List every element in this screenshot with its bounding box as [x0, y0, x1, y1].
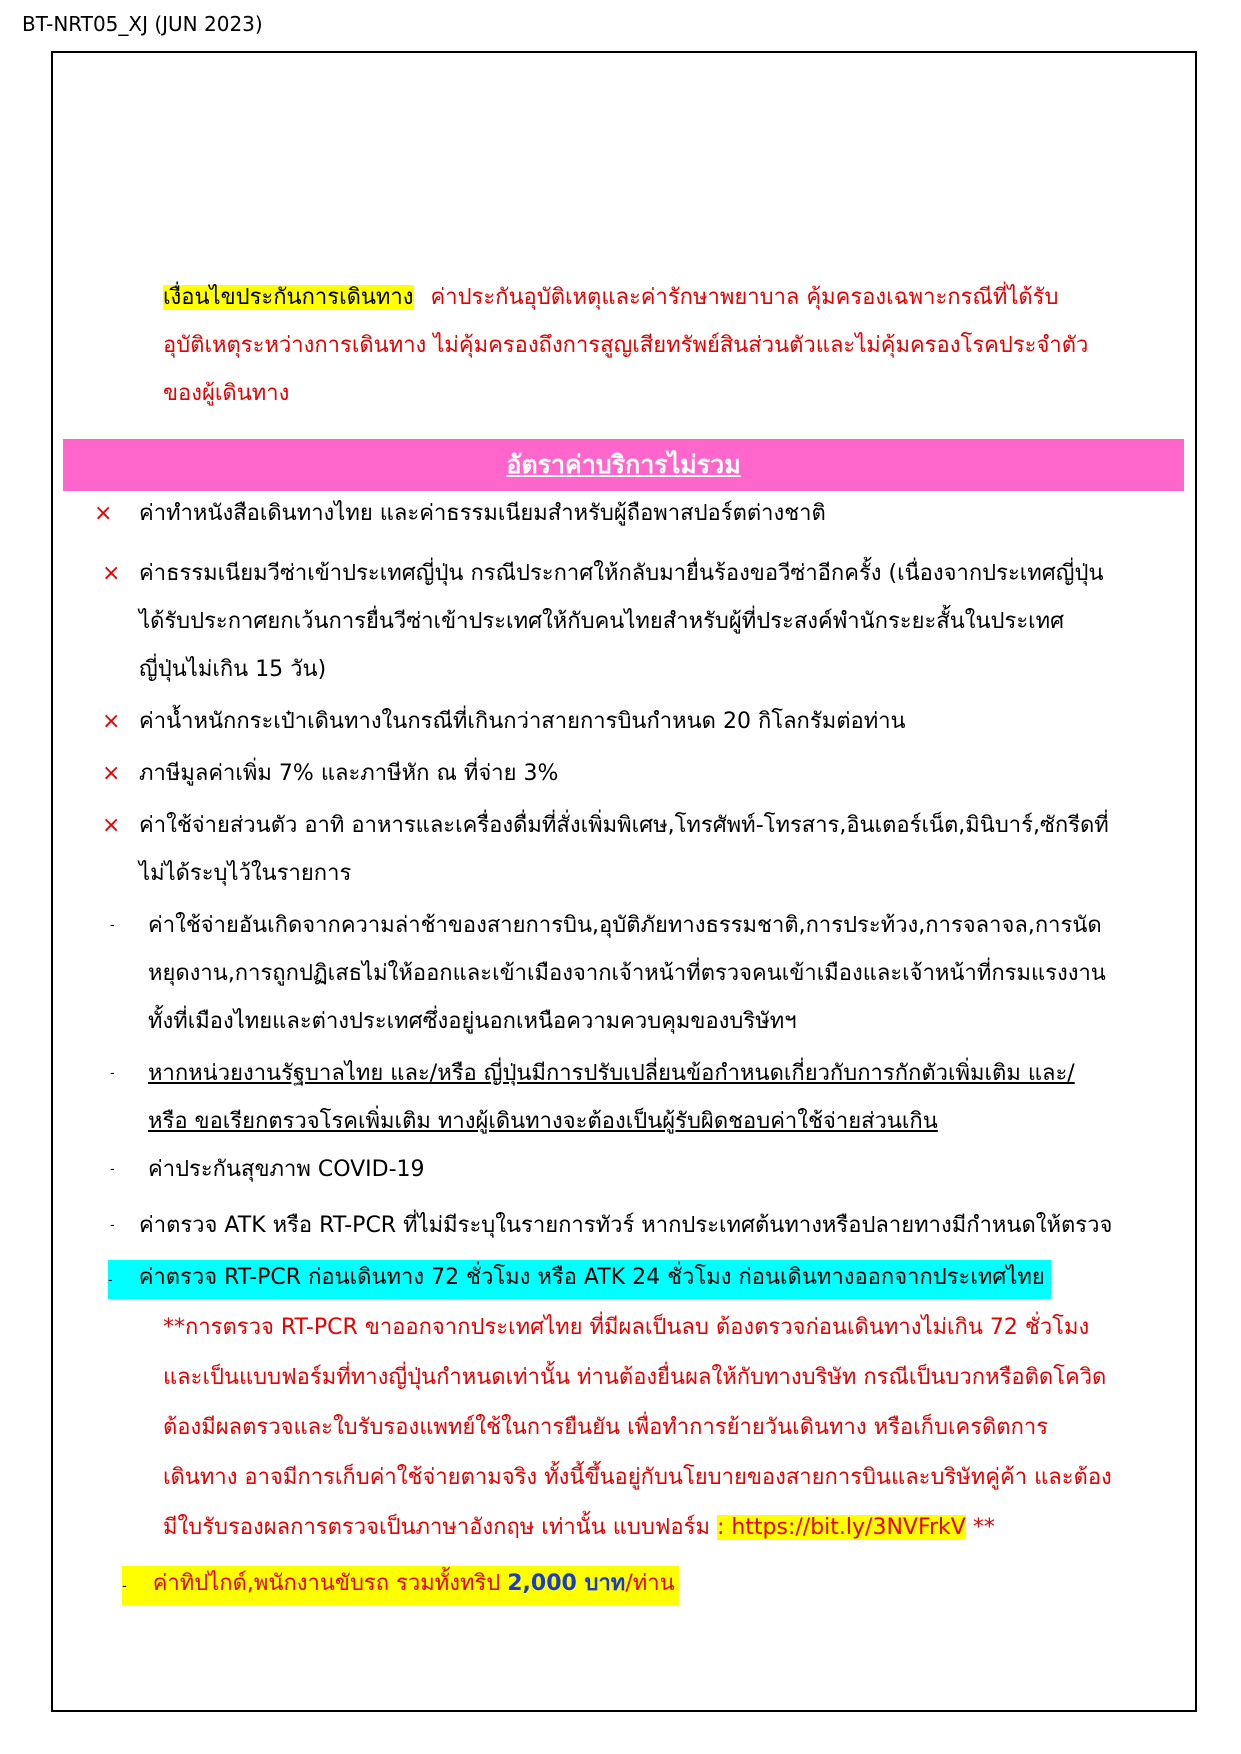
dash-bullet: -: [110, 918, 115, 933]
item-rtpcr-row: [108, 1260, 1051, 1299]
note-line-5-end: **: [965, 1515, 995, 1540]
item-delay-line-3: ทั้งที่เมืองไทยและต่างประเทศซึ่งอยู่นอกเหนือความควบคุมของบริษัทฯ: [148, 1009, 797, 1034]
document-code: BT-NRT05_XJ (JUN 2023): [22, 12, 263, 36]
condition-line-2: อุบัติเหตุระหว่างการเดินทาง ไม่คุ้มครองถึงการสูญเสียทรัพย์สินส่วนตัวและไม่คุ้มครองโรคประจำตัว: [163, 333, 1089, 358]
dash-bullet: -: [122, 1579, 127, 1594]
condition-label: เงื่อนไขประกันการเดินทาง: [163, 285, 414, 310]
x-mark-icon: ×: [94, 501, 113, 526]
note-line-5: [163, 1510, 995, 1546]
note-line-1: **การตรวจ RT-PCR ขาออกจากประเทศไทย ที่มีผลเป็นลบ ต้องตรวจก่อนเดินทางไม่เกิน 72 ชั่วโมง: [163, 1315, 1090, 1340]
x-mark-icon: ×: [102, 761, 121, 786]
dash-bullet: -: [110, 1162, 115, 1177]
condition-line-1: [163, 280, 1058, 316]
dash-bullet: -: [110, 1218, 115, 1233]
x-mark-icon: ×: [102, 561, 121, 586]
tip-row: [122, 1566, 679, 1605]
note-line-4: เดินทาง อาจมีการเก็บค่าใช้จ่ายตามจริง ทั้งนี้ขึ้นอยู่กับนโยบายของสายการบินและบริษัทคู่ค้า และต้อง: [163, 1465, 1112, 1490]
item-visa-line-2: ได้รับประกาศยกเว้นการยื่นวีซ่าเข้าประเทศให้กับคนไทยสำหรับผู้ที่ประสงค์พำนักระยะสั้นในประเทศ: [139, 609, 1065, 634]
form-link[interactable]: : https://bit.ly/3NVFrkV: [716, 1515, 966, 1540]
x-mark-icon: ×: [102, 813, 121, 838]
item-quarantine-line-1: หากหน่วยงานรัฐบาลไทย และ/หรือ ญี่ปุ่นมีการปรับเปลี่ยนข้อกำหนดเกี่ยวกับการกักตัวเพิ่มเติม และ/: [148, 1061, 1075, 1086]
item-covid-insurance: ค่าประกันสุขภาพ COVID-19: [148, 1157, 425, 1182]
item-personal-line-1: ค่าใช้จ่ายส่วนตัว อาทิ อาหารและเครื่องดื่มที่สั่งเพิ่มพิเศษ,โทรศัพท์-โทรสาร,อินเตอร์เน็ต,มินิบาร์,ซักรีดที่: [139, 813, 1109, 838]
item-delay-line-1: ค่าใช้จ่ายอันเกิดจากความล่าช้าของสายการบิน,อุบัติภัยทางธรรมชาติ,การประท้วง,การจลาจล,การนัด: [148, 913, 1102, 938]
tip-per-person: /ท่าน: [625, 1571, 675, 1596]
item-visa-line-1: ค่าธรรมเนียมวีซ่าเข้าประเทศญี่ปุ่น กรณีประกาศให้กลับมายื่นร้องขอวีซ่าอีกครั้ง (เนื่องจากประเทศญี่ปุ่น: [139, 561, 1104, 586]
item-atk-test: ค่าตรวจ ATK หรือ RT-PCR ที่ไม่มีระบุในรายการทัวร์ หากประเทศต้นทางหรือปลายทางมีกำหนดให้ตรวจ: [139, 1213, 1113, 1238]
item-tax: ภาษีมูลค่าเพิ่ม 7% และภาษีหัก ณ ที่จ่าย 3%: [139, 761, 559, 786]
item-baggage: ค่าน้ำหนักกระเป๋าเดินทางในกรณีที่เกินกว่าสายการบินกำหนด 20 กิโลกรัมต่อท่าน: [139, 709, 906, 734]
item-personal-line-2: ไม่ได้ระบุไว้ในรายการ: [139, 861, 352, 886]
condition-line-3: ของผู้เดินทาง: [163, 381, 290, 406]
item-rtpcr-test: ค่าตรวจ RT-PCR ก่อนเดินทาง 72 ชั่วโมง หรือ ATK 24 ชั่วโมง ก่อนเดินทางออกจากประเทศไทย: [138, 1265, 1045, 1290]
item-visa-line-3: ญี่ปุ่นไม่เกิน 15 วัน): [139, 657, 327, 682]
note-line-2: และเป็นแบบฟอร์มที่ทางญี่ปุ่นกำหนดเท่านั้น ท่านต้องยื่นผลให้กับทางบริษัท กรณีเป็นบวกหรือติดโควิด: [163, 1365, 1107, 1390]
banner-title: อัตราค่าบริการไม่รวม: [506, 450, 741, 479]
dash-bullet: -: [108, 1273, 113, 1288]
x-mark-icon: ×: [102, 709, 121, 734]
item-passport: ค่าทำหนังสือเดินทางไทย และค่าธรรมเนียมสำหรับผู้ถือพาสปอร์ตต่างชาติ: [139, 501, 826, 526]
item-quarantine-line-2: หรือ ขอเรียกตรวจโรคเพิ่มเติม ทางผู้เดินทางจะต้องเป็นผู้รับผิดชอบค่าใช้จ่ายส่วนเกิน: [148, 1109, 938, 1134]
dash-bullet: -: [110, 1066, 115, 1081]
excluded-services-banner: [63, 439, 1184, 491]
item-delay-line-2: หยุดงาน,การถูกปฏิเสธไม่ให้ออกและเข้าเมืองจากเจ้าหน้าที่ตรวจคนเข้าเมืองและเจ้าหน้าที่กรมแรงงาน: [148, 961, 1106, 986]
condition-text-1: ค่าประกันอุบัติเหตุและค่ารักษาพยาบาล คุ้มครองเฉพาะกรณีที่ได้รับ: [430, 285, 1059, 310]
tip-text: ค่าทิปไกด์,พนักงานขับรถ รวมทั้งทริป: [152, 1571, 508, 1596]
note-line-5-text: มีใบรับรองผลการตรวจเป็นภาษาอังกฤษ เท่านั้น แบบฟอร์ม: [163, 1515, 717, 1540]
note-line-3: ต้องมีผลตรวจและใบรับรองแพทย์ใช้ในการยืนยัน เพื่อทำการย้ายวันเดินทาง หรือเก็บเครดิตการ: [163, 1415, 1049, 1440]
tip-amount: 2,000 บาท: [507, 1571, 626, 1596]
